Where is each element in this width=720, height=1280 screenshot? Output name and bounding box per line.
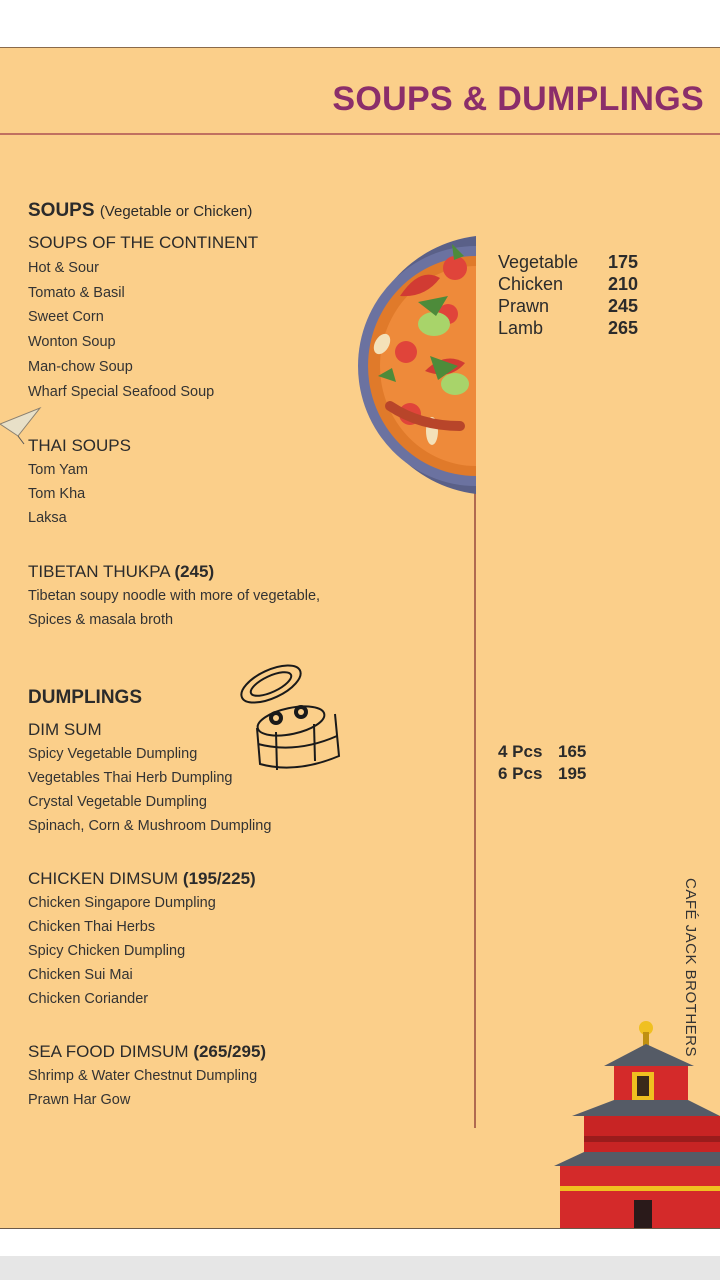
price-value: 265 <box>608 318 639 338</box>
seafood-dimsum-price: (265/295) <box>193 1042 267 1061</box>
soup-bowl-icon <box>330 236 476 496</box>
brand-name: CAFÉ JACK BROTHERS <box>682 878 699 1058</box>
soups-heading-label: SOUPS <box>28 200 95 221</box>
price-value: 245 <box>608 296 639 316</box>
list-item: Spicy Vegetable Dumpling <box>28 746 198 762</box>
dumplings-heading: DUMPLINGS <box>28 687 142 708</box>
seafood-dimsum-name: SEA FOOD DIMSUM <box>28 1042 189 1061</box>
list-item: Chicken Sui Mai <box>28 967 133 983</box>
list-item: Shrimp & Water Chestnut Dumpling <box>28 1068 258 1084</box>
price-value: 175 <box>608 252 639 272</box>
pcs-price: 195 <box>558 764 587 783</box>
chicken-dimsum-price: (195/225) <box>182 869 256 888</box>
page-title: SOUPS & DUMPLINGS <box>332 80 704 118</box>
list-item: Chicken Thai Herbs <box>28 919 156 935</box>
thukpa-name: TIBETAN THUKPA <box>28 562 170 581</box>
pcs-price: 165 <box>558 742 587 761</box>
soups-heading <box>28 200 252 222</box>
menu-page <box>0 47 720 1229</box>
price-name: Prawn <box>498 296 550 316</box>
price-row-prawn <box>498 296 638 317</box>
bottom-bar <box>0 1256 720 1280</box>
thukpa-price: (245) <box>174 562 215 581</box>
price-value: 210 <box>608 274 639 294</box>
price-row-chicken <box>498 274 638 295</box>
list-item: Crystal Vegetable Dumpling <box>28 794 207 810</box>
dimsum-title: DIM SUM <box>28 720 102 739</box>
dimsum-steamer-icon <box>236 656 346 781</box>
continent-title: SOUPS OF THE CONTINENT <box>28 233 259 252</box>
pagoda-icon <box>554 1018 720 1228</box>
thukpa-desc-2: Spices & masala broth <box>28 612 174 628</box>
list-item: Hot & Sour <box>28 260 99 276</box>
price-row-lamb <box>498 318 638 339</box>
list-item: Chicken Coriander <box>28 991 149 1007</box>
price-row-vegetable <box>498 252 638 273</box>
soups-note: (Vegetable or Chicken) <box>99 203 253 220</box>
price-name: Vegetable <box>498 252 579 272</box>
list-item: Man-chow Soup <box>28 359 133 375</box>
thukpa-title <box>28 562 214 582</box>
chicken-dimsum-name: CHICKEN DIMSUM <box>28 869 179 888</box>
pcs-qty: 6 Pcs <box>498 764 543 783</box>
thai-title: THAI SOUPS <box>28 436 131 455</box>
list-item: Sweet Corn <box>28 309 104 325</box>
list-item: Tom Yam <box>28 462 88 478</box>
paper-kite-icon <box>0 406 42 446</box>
seafood-dimsum-title <box>28 1042 266 1062</box>
chicken-dimsum-title <box>28 869 256 889</box>
list-item: Chicken Singapore Dumpling <box>28 895 216 911</box>
list-item: Spinach, Corn & Mushroom Dumpling <box>28 818 272 834</box>
pcs-qty: 4 Pcs <box>498 742 543 761</box>
list-item: Wharf Special Seafood Soup <box>28 384 215 400</box>
list-item: Laksa <box>28 510 67 526</box>
price-name: Lamb <box>498 318 544 338</box>
top-margin <box>0 0 720 47</box>
thukpa-desc-1: Tibetan soupy noodle with more of vegetable, <box>28 588 321 604</box>
price-name: Chicken <box>498 274 564 294</box>
list-item: Tomato & Basil <box>28 285 125 301</box>
title-divider <box>0 133 720 135</box>
pcs-row-6 <box>498 764 586 784</box>
list-item: Prawn Har Gow <box>28 1092 131 1108</box>
list-item: Tom Kha <box>28 486 86 502</box>
list-item: Vegetables Thai Herb Dumpling <box>28 770 233 786</box>
pcs-row-4 <box>498 742 586 762</box>
list-item: Wonton Soup <box>28 334 116 350</box>
list-item: Spicy Chicken Dumpling <box>28 943 186 959</box>
